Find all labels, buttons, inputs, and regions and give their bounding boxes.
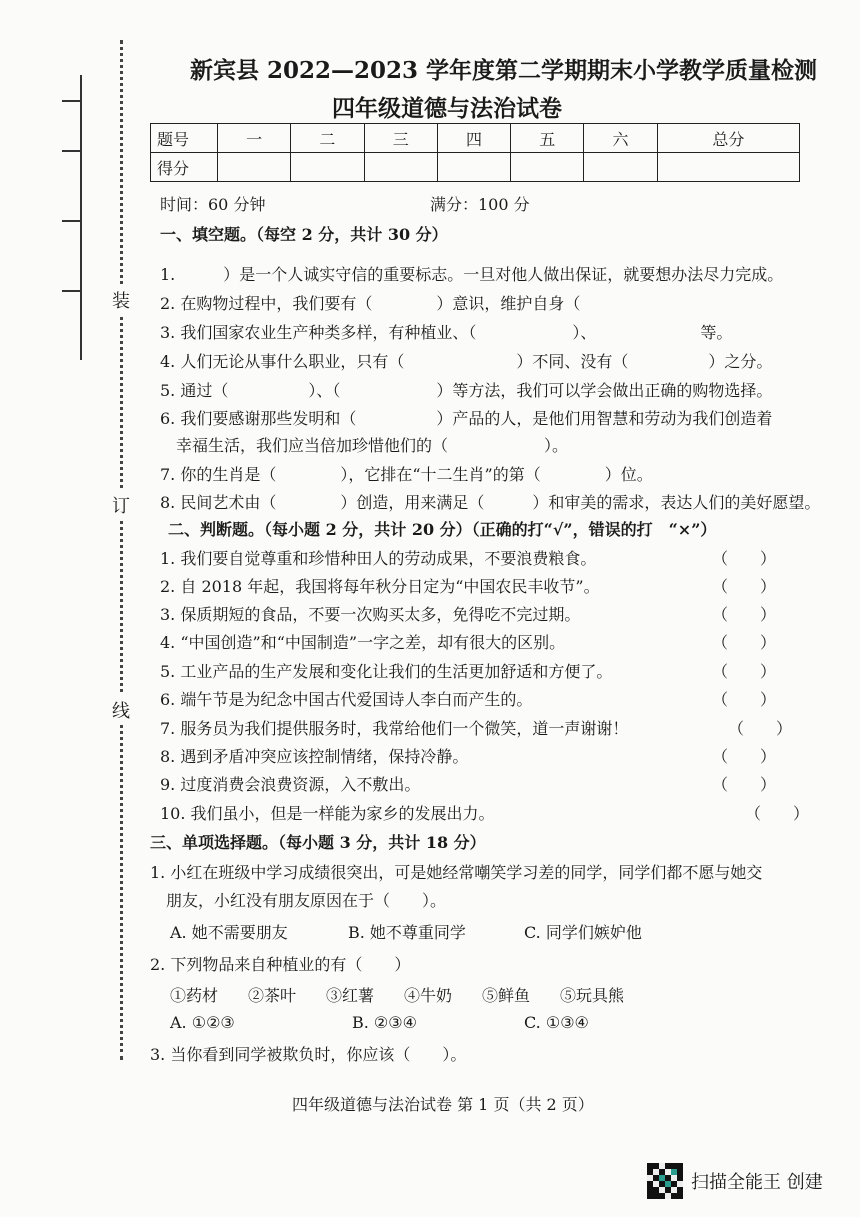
binding-char-zhuang: 装 bbox=[112, 285, 130, 315]
section2-heading: 二、判断题。（每小题 2 分，共计 20 分）（正确的打“√”，错误的打 “×”） bbox=[168, 520, 717, 539]
exam-title: 新宾县 2022—2023 学年度第二学期期末小学教学质量检测 bbox=[190, 57, 818, 84]
mc-question: 2. 下列物品来自种植业的有（ ） bbox=[150, 955, 411, 974]
mc-item: ⑤鲜鱼 bbox=[482, 986, 531, 1005]
mc-item: ④牛奶 bbox=[404, 986, 453, 1005]
mc-item: ①药材 bbox=[170, 986, 219, 1005]
page-footer: 四年级道德与法治试卷 第 1 页（共 2 页） bbox=[292, 1095, 594, 1114]
info-tick bbox=[62, 290, 80, 292]
binding-line bbox=[120, 40, 123, 1060]
score-cell[interactable] bbox=[584, 153, 657, 182]
answer-paren[interactable]: （ ） bbox=[745, 804, 810, 823]
full-marks: 满分：100 分 bbox=[430, 195, 530, 214]
mc-question: 1. 小红在班级中学习成绩很突出，可是她经常嘲笑学习差的同学，同学们都不愿与她交 bbox=[150, 863, 763, 882]
score-cell[interactable] bbox=[657, 153, 799, 182]
exam-subtitle: 四年级道德与法治试卷 bbox=[332, 95, 562, 122]
fill-blank-item: 6. 我们要感谢那些发明和（ ）产品的人，是他们用智慧和劳动为我们创造着 bbox=[160, 409, 773, 428]
student-info-box bbox=[60, 75, 82, 360]
answer-paren[interactable]: （ ） bbox=[712, 577, 777, 596]
score-row-label: 得分 bbox=[151, 153, 218, 182]
fill-blank-item: 7. 你的生肖是（ ），它排在“十二生肖”的第（ ）位。 bbox=[160, 465, 653, 484]
true-false-item: 4. “中国创造”和“中国制造”一字之差，却有很大的区别。 bbox=[160, 633, 566, 652]
binding-char-ding: 订 bbox=[112, 490, 130, 520]
score-cell[interactable] bbox=[364, 153, 437, 182]
fill-blank-item: 5. 通过（ ）、（ ）等方法，我们可以学会做出正确的购物选择。 bbox=[160, 381, 773, 400]
section1-heading: 一、填空题。（每空 2 分，共计 30 分） bbox=[160, 225, 448, 244]
answer-paren[interactable]: （ ） bbox=[712, 747, 777, 766]
mc-item: ③红薯 bbox=[326, 986, 375, 1005]
score-table-score-row bbox=[151, 153, 800, 182]
mc-option-b[interactable]: B. 她不尊重同学 bbox=[348, 923, 466, 942]
scanner-watermark bbox=[647, 1163, 823, 1199]
mc-option-b[interactable]: B. ②③④ bbox=[352, 1013, 417, 1032]
info-tick bbox=[62, 220, 80, 222]
answer-paren[interactable]: （ ） bbox=[712, 549, 777, 568]
true-false-item: 8. 遇到矛盾冲突应该控制情绪，保持冷静。 bbox=[160, 747, 469, 766]
answer-paren[interactable]: （ ） bbox=[712, 633, 777, 652]
true-false-item: 5. 工业产品的生产发展和变化让我们的生活更加舒适和方便了。 bbox=[160, 662, 613, 681]
fill-blank-item: 4. 人们无论从事什么职业，只有（ ）不同、没有（ ）之分。 bbox=[160, 352, 773, 371]
fill-blank-item: 2. 在购物过程中，我们要有（ ）意识，维护自身（ bbox=[160, 294, 677, 313]
mc-option-a[interactable]: A. ①②③ bbox=[170, 1013, 235, 1032]
true-false-item: 7. 服务员为我们提供服务时，我常给他们一个微笑，道一声谢谢！ bbox=[160, 719, 629, 738]
answer-paren[interactable]: （ ） bbox=[712, 690, 777, 709]
true-false-item: 6. 端午节是为纪念中国古代爱国诗人李白而产生的。 bbox=[160, 690, 533, 709]
score-table-header-row bbox=[151, 124, 800, 153]
mc-option-a[interactable]: A. 她不需要朋友 bbox=[170, 923, 288, 942]
fill-blank-item: 8. 民间艺术由（ ）创造，用来满足（ ）和审美的需求，表达人们的美好愿望。 bbox=[160, 493, 821, 512]
true-false-item: 1. 我们要自觉尊重和珍惜种田人的劳动成果，不要浪费粮食。 bbox=[160, 549, 597, 568]
mc-item: ⑤玩具熊 bbox=[560, 986, 625, 1005]
mc-option-c[interactable]: C. ①③④ bbox=[524, 1013, 589, 1032]
true-false-item: 2. 自 2018 年起，我国将每年秋分日定为“中国农民丰收节”。 bbox=[160, 577, 600, 596]
fill-blank-item: 3. 我们国家农业生产种类多样，有种植业、（ ）、 等。 bbox=[160, 323, 733, 342]
answer-paren[interactable]: （ ） bbox=[712, 605, 777, 624]
score-col: 一 bbox=[218, 124, 291, 153]
fill-blank-item: 1. ）是一个人诚实守信的重要标志。一旦对他人做出保证，就要想办法尽力完成。 bbox=[160, 265, 784, 284]
mc-question: 3. 当你看到同学被欺负时，你应该（ ）。 bbox=[150, 1045, 467, 1064]
qr-code-icon bbox=[647, 1163, 683, 1199]
binding-char-xian: 线 bbox=[112, 695, 130, 725]
exam-time: 时间：60 分钟 bbox=[160, 195, 266, 214]
answer-paren[interactable]: （ ） bbox=[728, 719, 793, 738]
true-false-item: 9. 过度消费会浪费资源，入不敷出。 bbox=[160, 775, 421, 794]
score-cell[interactable] bbox=[218, 153, 291, 182]
score-cell[interactable] bbox=[291, 153, 364, 182]
answer-paren[interactable]: （ ） bbox=[712, 775, 777, 794]
info-tick bbox=[62, 150, 80, 152]
score-col: 三 bbox=[364, 124, 437, 153]
score-col: 五 bbox=[511, 124, 584, 153]
answer-paren[interactable]: （ ） bbox=[712, 662, 777, 681]
score-col: 二 bbox=[291, 124, 364, 153]
watermark-text: 扫描全能王 创建 bbox=[691, 1172, 823, 1193]
mc-item: ②茶叶 bbox=[248, 986, 297, 1005]
mc-question: 朋友，小红没有朋友原因在于（ ）。 bbox=[150, 891, 447, 910]
score-col: 四 bbox=[437, 124, 510, 153]
true-false-item: 3. 保质期短的食品，不要一次购买太多，免得吃不完过期。 bbox=[160, 605, 581, 624]
section3-heading: 三、单项选择题。（每小题 3 分，共计 18 分） bbox=[150, 833, 486, 852]
mc-option-c[interactable]: C. 同学们嫉妒他 bbox=[524, 923, 642, 942]
score-cell[interactable] bbox=[437, 153, 510, 182]
score-col: 六 bbox=[584, 124, 657, 153]
info-tick bbox=[62, 100, 80, 102]
score-table-label: 题号 bbox=[151, 124, 218, 153]
score-table bbox=[150, 123, 800, 182]
score-cell[interactable] bbox=[511, 153, 584, 182]
true-false-item: 10. 我们虽小，但是一样能为家乡的发展出力。 bbox=[160, 804, 495, 823]
score-col: 总分 bbox=[657, 124, 799, 153]
fill-blank-item: 幸福生活，我们应当倍加珍惜他们的（ ）。 bbox=[160, 436, 569, 455]
